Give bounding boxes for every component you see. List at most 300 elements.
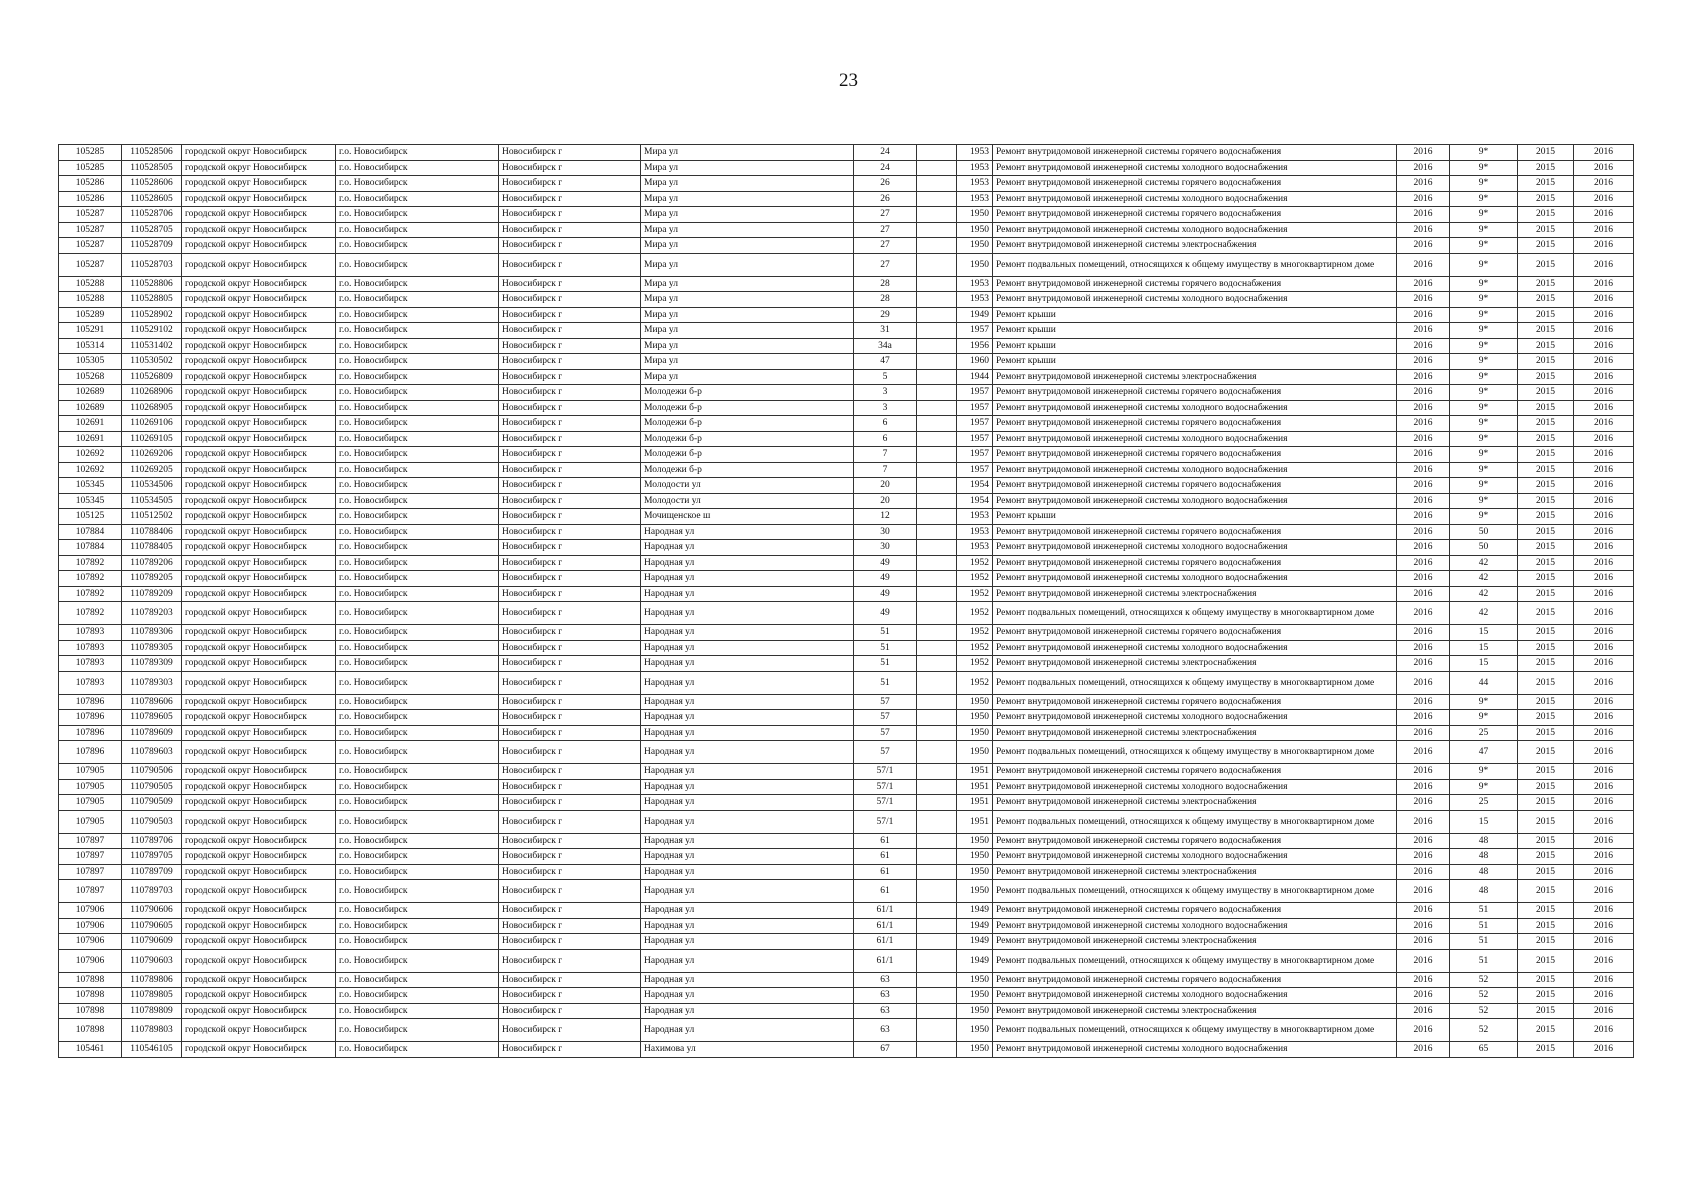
cell-start-year: 2015 <box>1518 988 1574 1004</box>
cell-building <box>917 191 957 207</box>
cell-municipality: г.о. Новосибирск <box>336 478 499 494</box>
cell-end-year: 2016 <box>1574 764 1634 780</box>
cell-construction-year: 1950 <box>957 1042 993 1058</box>
cell-work-type: Ремонт внутридомовой инженерной системы холодного водоснабжения <box>993 710 1397 726</box>
cell-construction-year: 1957 <box>957 400 993 416</box>
cell-wear-percent: 51 <box>1450 934 1518 950</box>
table-row <box>59 903 1634 919</box>
cell-element-id: 110789203 <box>122 602 182 625</box>
cell-construction-year: 1950 <box>957 988 993 1004</box>
cell-municipality: г.о. Новосибирск <box>336 323 499 339</box>
cell-end-year: 2016 <box>1574 602 1634 625</box>
cell-municipal-district: городской округ Новосибирск <box>182 988 336 1004</box>
cell-municipal-district: городской округ Новосибирск <box>182 934 336 950</box>
cell-building <box>917 864 957 880</box>
cell-municipality: г.о. Новосибирск <box>336 764 499 780</box>
cell-street: Народная ул <box>641 555 854 571</box>
cell-work-type: Ремонт внутридомовой инженерной системы электроснабжения <box>993 656 1397 672</box>
cell-house-number: 49 <box>854 586 917 602</box>
cell-plan-year: 2016 <box>1397 385 1450 401</box>
cell-house-number: 49 <box>854 571 917 587</box>
cell-element-id: 110269105 <box>122 431 182 447</box>
cell-start-year: 2015 <box>1518 671 1574 694</box>
cell-house-id: 105286 <box>59 176 122 192</box>
cell-municipal-district: городской округ Новосибирск <box>182 849 336 865</box>
cell-work-type: Ремонт внутридомовой инженерной системы горячего водоснабжения <box>993 625 1397 641</box>
cell-municipality: г.о. Новосибирск <box>336 354 499 370</box>
cell-street: Народная ул <box>641 779 854 795</box>
cell-municipal-district: городской округ Новосибирск <box>182 462 336 478</box>
cell-start-year: 2015 <box>1518 656 1574 672</box>
table-row <box>59 145 1634 161</box>
cell-element-id: 110789209 <box>122 586 182 602</box>
cell-wear-percent: 9* <box>1450 710 1518 726</box>
cell-element-id: 110528805 <box>122 292 182 308</box>
cell-house-id: 107897 <box>59 833 122 849</box>
cell-building <box>917 656 957 672</box>
cell-house-number: 51 <box>854 671 917 694</box>
cell-element-id: 110789603 <box>122 741 182 764</box>
cell-building <box>917 779 957 795</box>
table-row <box>59 988 1634 1004</box>
cell-end-year: 2016 <box>1574 833 1634 849</box>
cell-start-year: 2015 <box>1518 462 1574 478</box>
cell-plan-year: 2016 <box>1397 918 1450 934</box>
cell-end-year: 2016 <box>1574 555 1634 571</box>
cell-start-year: 2015 <box>1518 694 1574 710</box>
cell-house-id: 102692 <box>59 462 122 478</box>
cell-plan-year: 2016 <box>1397 509 1450 525</box>
cell-street: Мира ул <box>641 292 854 308</box>
cell-house-id: 105287 <box>59 238 122 254</box>
cell-end-year: 2016 <box>1574 447 1634 463</box>
cell-house-number: 3 <box>854 400 917 416</box>
cell-locality: Новосибирск г <box>499 1042 641 1058</box>
cell-work-type: Ремонт подвальных помещений, относящихся к общему имуществу в многоквартирном доме <box>993 949 1397 972</box>
cell-element-id: 110790509 <box>122 795 182 811</box>
cell-wear-percent: 48 <box>1450 880 1518 903</box>
cell-municipal-district: городской округ Новосибирск <box>182 385 336 401</box>
cell-street: Народная ул <box>641 849 854 865</box>
cell-house-id: 107906 <box>59 918 122 934</box>
cell-wear-percent: 9* <box>1450 779 1518 795</box>
cell-house-id: 107897 <box>59 864 122 880</box>
cell-municipality: г.о. Новосибирск <box>336 795 499 811</box>
cell-element-id: 110789709 <box>122 864 182 880</box>
cell-start-year: 2015 <box>1518 191 1574 207</box>
cell-house-id: 107892 <box>59 571 122 587</box>
cell-end-year: 2016 <box>1574 160 1634 176</box>
cell-element-id: 110789609 <box>122 725 182 741</box>
cell-wear-percent: 42 <box>1450 555 1518 571</box>
cell-work-type: Ремонт внутридомовой инженерной системы холодного водоснабжения <box>993 222 1397 238</box>
cell-municipality: г.о. Новосибирск <box>336 741 499 764</box>
cell-end-year: 2016 <box>1574 191 1634 207</box>
cell-street: Народная ул <box>641 764 854 780</box>
cell-element-id: 110269205 <box>122 462 182 478</box>
cell-house-number: 30 <box>854 540 917 556</box>
cell-street: Народная ул <box>641 524 854 540</box>
cell-wear-percent: 9* <box>1450 276 1518 292</box>
cell-start-year: 2015 <box>1518 524 1574 540</box>
cell-start-year: 2015 <box>1518 849 1574 865</box>
cell-building <box>917 447 957 463</box>
cell-start-year: 2015 <box>1518 934 1574 950</box>
cell-work-type: Ремонт крыши <box>993 509 1397 525</box>
cell-street: Народная ул <box>641 725 854 741</box>
cell-construction-year: 1951 <box>957 810 993 833</box>
cell-wear-percent: 65 <box>1450 1042 1518 1058</box>
cell-house-number: 27 <box>854 238 917 254</box>
cell-locality: Новосибирск г <box>499 292 641 308</box>
cell-building <box>917 918 957 934</box>
cell-house-id: 107905 <box>59 795 122 811</box>
cell-municipal-district: городской округ Новосибирск <box>182 540 336 556</box>
cell-municipality: г.о. Новосибирск <box>336 540 499 556</box>
cell-street: Народная ул <box>641 918 854 934</box>
cell-municipality: г.о. Новосибирск <box>336 988 499 1004</box>
table-row <box>59 416 1634 432</box>
cell-element-id: 110528706 <box>122 207 182 223</box>
cell-work-type: Ремонт внутридомовой инженерной системы горячего водоснабжения <box>993 207 1397 223</box>
cell-end-year: 2016 <box>1574 880 1634 903</box>
table-row <box>59 292 1634 308</box>
cell-locality: Новосибирск г <box>499 972 641 988</box>
table-row <box>59 764 1634 780</box>
cell-plan-year: 2016 <box>1397 145 1450 161</box>
cell-wear-percent: 9* <box>1450 431 1518 447</box>
cell-building <box>917 571 957 587</box>
cell-street: Мира ул <box>641 253 854 276</box>
cell-element-id: 110528506 <box>122 145 182 161</box>
table-row <box>59 524 1634 540</box>
cell-locality: Новосибирск г <box>499 710 641 726</box>
table-row <box>59 276 1634 292</box>
cell-house-id: 102689 <box>59 400 122 416</box>
cell-locality: Новосибирск г <box>499 741 641 764</box>
cell-locality: Новосибирск г <box>499 625 641 641</box>
cell-municipal-district: городской округ Новосибирск <box>182 625 336 641</box>
cell-house-number: 34а <box>854 338 917 354</box>
table-row <box>59 625 1634 641</box>
cell-house-id: 102689 <box>59 385 122 401</box>
cell-element-id: 110528709 <box>122 238 182 254</box>
cell-municipal-district: городской округ Новосибирск <box>182 640 336 656</box>
cell-building <box>917 276 957 292</box>
cell-construction-year: 1950 <box>957 710 993 726</box>
cell-locality: Новосибирск г <box>499 509 641 525</box>
cell-house-number: 57 <box>854 725 917 741</box>
cell-wear-percent: 51 <box>1450 918 1518 934</box>
cell-municipality: г.о. Новосибирск <box>336 431 499 447</box>
table-row <box>59 1003 1634 1019</box>
cell-house-id: 107896 <box>59 741 122 764</box>
cell-end-year: 2016 <box>1574 1019 1634 1042</box>
cell-construction-year: 1953 <box>957 292 993 308</box>
cell-construction-year: 1957 <box>957 385 993 401</box>
cell-plan-year: 2016 <box>1397 160 1450 176</box>
cell-element-id: 110789306 <box>122 625 182 641</box>
cell-start-year: 2015 <box>1518 602 1574 625</box>
cell-plan-year: 2016 <box>1397 1019 1450 1042</box>
cell-plan-year: 2016 <box>1397 625 1450 641</box>
cell-building <box>917 795 957 811</box>
cell-building <box>917 849 957 865</box>
cell-house-number: 6 <box>854 416 917 432</box>
cell-locality: Новосибирск г <box>499 478 641 494</box>
cell-wear-percent: 50 <box>1450 540 1518 556</box>
cell-plan-year: 2016 <box>1397 571 1450 587</box>
cell-street: Народная ул <box>641 571 854 587</box>
cell-building <box>917 972 957 988</box>
cell-plan-year: 2016 <box>1397 524 1450 540</box>
cell-work-type: Ремонт внутридомовой инженерной системы холодного водоснабжения <box>993 292 1397 308</box>
cell-house-id: 107896 <box>59 694 122 710</box>
table-row <box>59 160 1634 176</box>
cell-house-number: 63 <box>854 1003 917 1019</box>
cell-element-id: 110789805 <box>122 988 182 1004</box>
cell-work-type: Ремонт внутридомовой инженерной системы горячего водоснабжения <box>993 416 1397 432</box>
cell-construction-year: 1949 <box>957 903 993 919</box>
cell-start-year: 2015 <box>1518 795 1574 811</box>
cell-street: Мира ул <box>641 307 854 323</box>
cell-municipality: г.о. Новосибирск <box>336 625 499 641</box>
cell-plan-year: 2016 <box>1397 1042 1450 1058</box>
cell-house-number: 12 <box>854 509 917 525</box>
cell-construction-year: 1957 <box>957 431 993 447</box>
cell-street: Нахимова ул <box>641 1042 854 1058</box>
cell-end-year: 2016 <box>1574 354 1634 370</box>
table-row <box>59 741 1634 764</box>
cell-wear-percent: 9* <box>1450 462 1518 478</box>
table-row <box>59 338 1634 354</box>
cell-start-year: 2015 <box>1518 586 1574 602</box>
cell-municipal-district: городской округ Новосибирск <box>182 810 336 833</box>
cell-building <box>917 1003 957 1019</box>
cell-construction-year: 1956 <box>957 338 993 354</box>
cell-building <box>917 416 957 432</box>
cell-building <box>917 880 957 903</box>
cell-start-year: 2015 <box>1518 354 1574 370</box>
cell-house-number: 30 <box>854 524 917 540</box>
cell-house-id: 102692 <box>59 447 122 463</box>
cell-municipal-district: городской округ Новосибирск <box>182 710 336 726</box>
cell-plan-year: 2016 <box>1397 307 1450 323</box>
cell-construction-year: 1950 <box>957 880 993 903</box>
cell-wear-percent: 51 <box>1450 949 1518 972</box>
cell-municipal-district: городской округ Новосибирск <box>182 571 336 587</box>
cell-locality: Новосибирск г <box>499 145 641 161</box>
cell-municipal-district: городской округ Новосибирск <box>182 238 336 254</box>
cell-municipal-district: городской округ Новосибирск <box>182 222 336 238</box>
cell-locality: Новосибирск г <box>499 934 641 950</box>
cell-house-number: 20 <box>854 493 917 509</box>
table-row <box>59 710 1634 726</box>
cell-locality: Новосибирск г <box>499 640 641 656</box>
cell-end-year: 2016 <box>1574 540 1634 556</box>
cell-end-year: 2016 <box>1574 509 1634 525</box>
cell-construction-year: 1957 <box>957 416 993 432</box>
cell-wear-percent: 9* <box>1450 338 1518 354</box>
cell-building <box>917 462 957 478</box>
cell-construction-year: 1953 <box>957 176 993 192</box>
cell-start-year: 2015 <box>1518 253 1574 276</box>
cell-element-id: 110530502 <box>122 354 182 370</box>
table-row <box>59 253 1634 276</box>
cell-start-year: 2015 <box>1518 276 1574 292</box>
cell-work-type: Ремонт внутридомовой инженерной системы холодного водоснабжения <box>993 918 1397 934</box>
cell-work-type: Ремонт внутридомовой инженерной системы горячего водоснабжения <box>993 694 1397 710</box>
cell-locality: Новосибирск г <box>499 416 641 432</box>
cell-construction-year: 1944 <box>957 369 993 385</box>
cell-plan-year: 2016 <box>1397 431 1450 447</box>
cell-wear-percent: 9* <box>1450 323 1518 339</box>
cell-municipality: г.о. Новосибирск <box>336 307 499 323</box>
table-row <box>59 222 1634 238</box>
cell-work-type: Ремонт подвальных помещений, относящихся к общему имуществу в многоквартирном доме <box>993 880 1397 903</box>
cell-municipality: г.о. Новосибирск <box>336 222 499 238</box>
cell-work-type: Ремонт внутридомовой инженерной системы горячего водоснабжения <box>993 447 1397 463</box>
cell-locality: Новосибирск г <box>499 276 641 292</box>
cell-plan-year: 2016 <box>1397 292 1450 308</box>
cell-municipal-district: городской округ Новосибирск <box>182 400 336 416</box>
cell-end-year: 2016 <box>1574 478 1634 494</box>
cell-start-year: 2015 <box>1518 207 1574 223</box>
cell-locality: Новосибирск г <box>499 586 641 602</box>
cell-element-id: 110789303 <box>122 671 182 694</box>
cell-construction-year: 1950 <box>957 972 993 988</box>
cell-wear-percent: 52 <box>1450 1003 1518 1019</box>
cell-municipal-district: городской округ Новосибирск <box>182 524 336 540</box>
cell-start-year: 2015 <box>1518 238 1574 254</box>
cell-element-id: 110528505 <box>122 160 182 176</box>
cell-wear-percent: 9* <box>1450 292 1518 308</box>
cell-end-year: 2016 <box>1574 640 1634 656</box>
cell-house-id: 107896 <box>59 725 122 741</box>
cell-plan-year: 2016 <box>1397 864 1450 880</box>
cell-street: Молодежи б-р <box>641 416 854 432</box>
cell-end-year: 2016 <box>1574 571 1634 587</box>
cell-element-id: 110534506 <box>122 478 182 494</box>
cell-street: Мира ул <box>641 222 854 238</box>
cell-house-id: 105287 <box>59 207 122 223</box>
cell-work-type: Ремонт внутридомовой инженерной системы холодного водоснабжения <box>993 191 1397 207</box>
cell-locality: Новосибирск г <box>499 864 641 880</box>
cell-building <box>917 586 957 602</box>
cell-building <box>917 640 957 656</box>
cell-street: Народная ул <box>641 1003 854 1019</box>
cell-street: Мира ул <box>641 145 854 161</box>
cell-work-type: Ремонт внутридомовой инженерной системы электроснабжения <box>993 586 1397 602</box>
cell-house-number: 27 <box>854 222 917 238</box>
cell-street: Народная ул <box>641 656 854 672</box>
table-row <box>59 671 1634 694</box>
cell-municipal-district: городской округ Новосибирск <box>182 176 336 192</box>
cell-end-year: 2016 <box>1574 276 1634 292</box>
cell-work-type: Ремонт внутридомовой инженерной системы электроснабжения <box>993 864 1397 880</box>
cell-element-id: 110789703 <box>122 880 182 903</box>
cell-building <box>917 222 957 238</box>
cell-house-id: 105125 <box>59 509 122 525</box>
cell-start-year: 2015 <box>1518 972 1574 988</box>
cell-street: Мира ул <box>641 191 854 207</box>
cell-house-id: 107897 <box>59 880 122 903</box>
cell-start-year: 2015 <box>1518 540 1574 556</box>
cell-building <box>917 710 957 726</box>
cell-plan-year: 2016 <box>1397 640 1450 656</box>
cell-plan-year: 2016 <box>1397 795 1450 811</box>
cell-municipal-district: городской округ Новосибирск <box>182 369 336 385</box>
table-row <box>59 191 1634 207</box>
cell-municipal-district: городской округ Новосибирск <box>182 972 336 988</box>
cell-building <box>917 725 957 741</box>
cell-municipal-district: городской округ Новосибирск <box>182 338 336 354</box>
cell-start-year: 2015 <box>1518 292 1574 308</box>
cell-house-number: 29 <box>854 307 917 323</box>
cell-municipality: г.о. Новосибирск <box>336 191 499 207</box>
cell-municipality: г.о. Новосибирск <box>336 416 499 432</box>
cell-plan-year: 2016 <box>1397 416 1450 432</box>
table-row <box>59 176 1634 192</box>
cell-wear-percent: 9* <box>1450 493 1518 509</box>
cell-plan-year: 2016 <box>1397 779 1450 795</box>
table-row <box>59 462 1634 478</box>
cell-end-year: 2016 <box>1574 918 1634 934</box>
cell-municipal-district: городской округ Новосибирск <box>182 918 336 934</box>
cell-house-id: 105285 <box>59 160 122 176</box>
cell-work-type: Ремонт крыши <box>993 307 1397 323</box>
cell-house-number: 63 <box>854 988 917 1004</box>
cell-plan-year: 2016 <box>1397 400 1450 416</box>
cell-building <box>917 176 957 192</box>
cell-plan-year: 2016 <box>1397 656 1450 672</box>
cell-locality: Новосибирск г <box>499 191 641 207</box>
table-row <box>59 849 1634 865</box>
cell-start-year: 2015 <box>1518 222 1574 238</box>
cell-building <box>917 671 957 694</box>
cell-building <box>917 478 957 494</box>
cell-building <box>917 400 957 416</box>
cell-plan-year: 2016 <box>1397 555 1450 571</box>
cell-house-id: 107884 <box>59 524 122 540</box>
cell-house-id: 102691 <box>59 416 122 432</box>
cell-construction-year: 1951 <box>957 764 993 780</box>
cell-building <box>917 934 957 950</box>
cell-construction-year: 1952 <box>957 640 993 656</box>
cell-building <box>917 160 957 176</box>
cell-element-id: 110789705 <box>122 849 182 865</box>
cell-street: Народная ул <box>641 602 854 625</box>
cell-element-id: 110528703 <box>122 253 182 276</box>
cell-element-id: 110789206 <box>122 555 182 571</box>
cell-municipality: г.о. Новосибирск <box>336 694 499 710</box>
cell-municipal-district: городской округ Новосибирск <box>182 764 336 780</box>
cell-municipality: г.о. Новосибирск <box>336 710 499 726</box>
cell-house-number: 63 <box>854 1019 917 1042</box>
cell-wear-percent: 9* <box>1450 447 1518 463</box>
cell-start-year: 2015 <box>1518 160 1574 176</box>
cell-start-year: 2015 <box>1518 779 1574 795</box>
cell-work-type: Ремонт внутридомовой инженерной системы горячего водоснабжения <box>993 385 1397 401</box>
cell-plan-year: 2016 <box>1397 710 1450 726</box>
cell-municipal-district: городской округ Новосибирск <box>182 779 336 795</box>
cell-municipal-district: городской округ Новосибирск <box>182 191 336 207</box>
cell-start-year: 2015 <box>1518 176 1574 192</box>
cell-municipality: г.о. Новосибирск <box>336 903 499 919</box>
cell-municipality: г.о. Новосибирск <box>336 1019 499 1042</box>
cell-construction-year: 1953 <box>957 276 993 292</box>
cell-construction-year: 1954 <box>957 493 993 509</box>
